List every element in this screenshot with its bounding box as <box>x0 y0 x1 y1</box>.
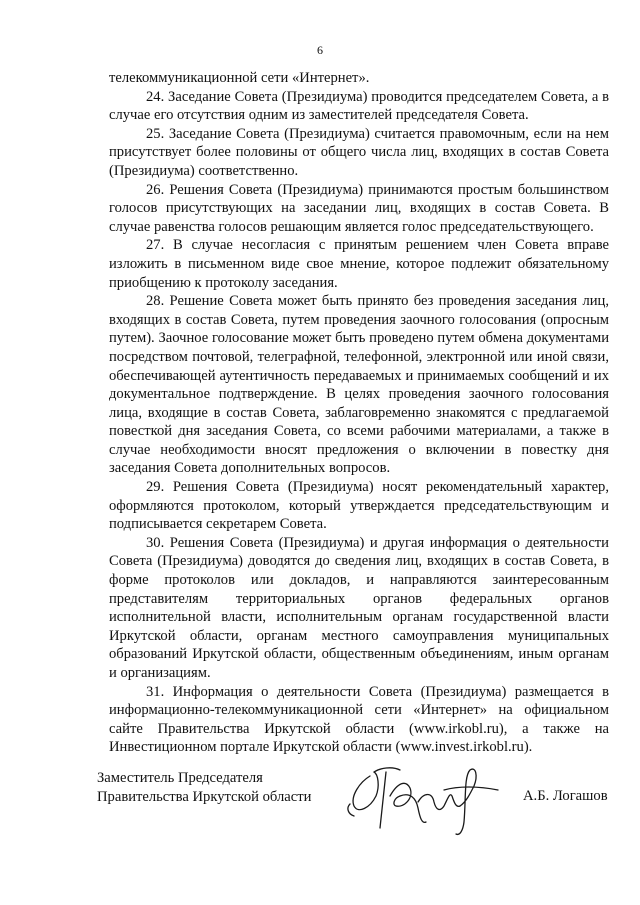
paragraph-26: 26. Решения Совета (Президиума) принимаются простым большинством голосов присутствующих на заседании лиц, входящих в состав Совета. В случае равенства голосов решающим является голос председательствующего. <box>109 181 609 235</box>
document-body <box>109 69 609 757</box>
page-number: 6 <box>317 43 323 57</box>
signer-position-line-2: Правительства Иркутской области <box>97 789 312 805</box>
paragraph-24: 24. Заседание Совета (Президиума) проводится председателем Совета, а в случае его отсутствия одним из заместителей председателя Совета. <box>109 88 609 124</box>
paragraph-31: 31. Информация о деятельности Совета (Президиума) размещается в информационно-телекоммуникационной сети «Интернет» на официальном сайте Правительства Иркутской области (www.irkobl.ru), а также на Инвестиционном портале Иркутской области (www.invest.irkobl.ru). <box>109 683 609 756</box>
paragraph-29: 29. Решения Совета (Президиума) носят рекомендательный характер, оформляются протоколом, который утверждается председательствующим и подписывается секретарем Совета. <box>109 479 609 533</box>
paragraph-continuation: телекоммуникационной сети «Интернет». <box>109 70 370 86</box>
handwritten-signature <box>340 752 515 842</box>
paragraph-30: 30. Решения Совета (Президиума) и другая информация о деятельности Совета (Президиума) доводятся до сведения лиц, входящих в состав Совета, в форме протоколов или докладов, и направляются заинтересованным представителям территориальных органов федеральных органов исполнительной власти, исполнительным органам государственной власти Иркутской области, органам местного самоуправления муниципальных образований Иркутской области, общественным объединениям, иным органам и организациям. <box>109 534 609 681</box>
signer-name: А.Б. Логашов <box>523 788 608 804</box>
paragraph-25: 25. Заседание Совета (Президиума) считается правомочным, если на нем присутствует более половины от общего числа лиц, входящих в состав Совета (Президиума) соответственно. <box>109 125 609 179</box>
paragraph-27: 27. В случае несогласия с принятым решением член Совета вправе изложить в письменном виде свое мнение, которое подлежит обязательному приобщению к протоколу заседания. <box>109 237 609 291</box>
paragraph-28: 28. Решение Совета может быть принято без проведения заседания лиц, входящих в состав Совета, путем проведения заочного голосования (опросным путем). Заочное голосование может быть проведено путем обмена документами посредством почтовой, телеграфной, телефонной, электронной или иной связи, обеспечивающей аутентичность передаваемых и принимаемых сообщений и их документальное подтверждение. В целях проведения заочного голосования лица, входящие в состав Совета, заблаговременно знакомятся с предлагаемой повесткой дня заседания Совета, со всеми рабочими материалами, а также в случае необходимости вносят предложения о включении в повестку дня заседания Совета дополнительных вопросов. <box>109 293 609 477</box>
signer-position-line-1: Заместитель Председателя <box>97 770 263 786</box>
signer-position <box>97 769 311 807</box>
